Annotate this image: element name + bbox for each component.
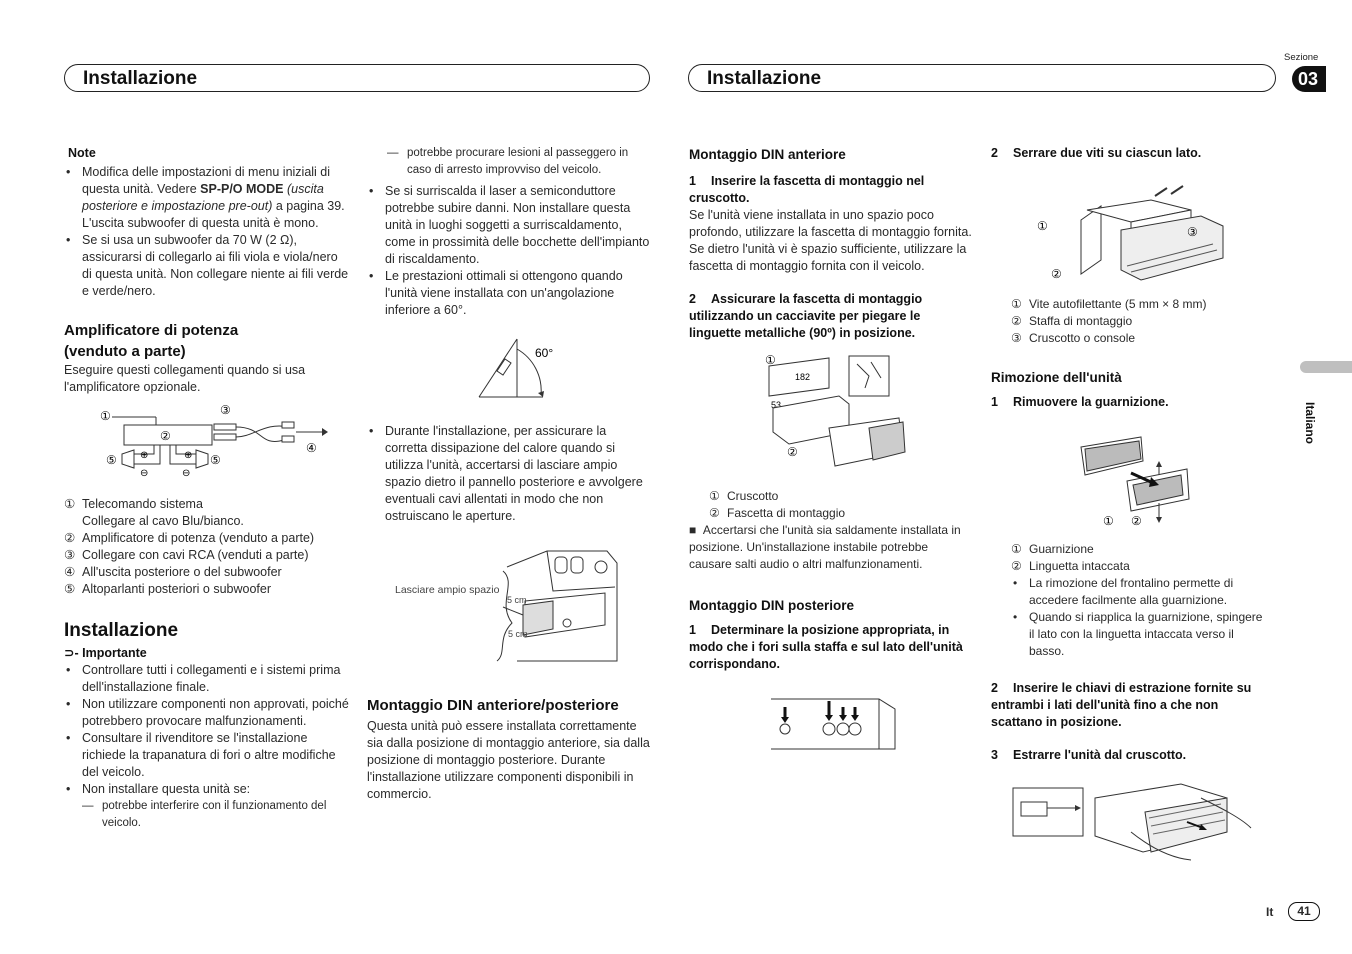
section-label: Sezione [1284, 52, 1319, 63]
front-step-2: 2 Assicurare la fascetta di montaggio utilizzando un cacciavite per piegare le linguette metalliche (90º) in posizione. [689, 292, 923, 340]
important-item-1: • Controllare tutti i collegamenti e i sistemi prima dell'installazione finale. [64, 662, 350, 696]
install-heading: Installazione [64, 620, 179, 641]
language-tab [1300, 361, 1352, 373]
note-item-2: • Se si usa un subwoofer da 70 W (2 Ω), assicurarsi di collegarlo ai fili viola e viola/nero di questa unità. Non collegare niente ai fili verde e verde/nero. [64, 232, 350, 300]
remove-step-1: 1 Rimuovere la guarnizione. [991, 395, 1169, 409]
amp-heading: Amplificatore di potenza (venduto a parte) [64, 322, 239, 360]
dim-182: 182 [795, 372, 811, 382]
front-step-1: 1 Inserire la fascetta di montaggio nel cruscotto. [689, 174, 925, 205]
amp-legend-4: ④ All'uscita posteriore o del subwoofer [64, 565, 282, 579]
amp-text: Eseguire questi collegamenti quando si usa l'amplificatore opzionale. [64, 363, 306, 394]
screw-legend-3: ③ Cruscotto o console [1011, 331, 1136, 345]
extraction-diagram [991, 778, 1271, 868]
left-page-title: Installazione [83, 68, 198, 89]
column-3 [689, 145, 973, 757]
square-bullet-icon: ■ [689, 523, 703, 537]
screw-diagram [991, 170, 1271, 290]
remove-step-2: 2 Inserire le chiavi di estrazione fornite su entrambi i lati dell'unità fino a che non scattano in posizione. [991, 681, 1252, 729]
amp-legend-5: ⑤ Altoparlanti posteriori o subwoofer [64, 582, 271, 596]
front-legend-2: ② Fascetta di montaggio [709, 506, 846, 520]
amp-label-3: ③ [220, 403, 231, 417]
svg-text:⊕: ⊕ [184, 450, 193, 461]
sp-po-mode-ref: SP-P/O MODE [200, 182, 284, 196]
column-4 [991, 145, 1271, 868]
screw-legend-1: ① Vite autofilettante (5 mm × 8 mm) [1011, 297, 1207, 311]
rear-din-diagram [689, 687, 973, 757]
front-heading: Montaggio DIN anteriore [689, 147, 846, 162]
page-number-badge [1288, 902, 1320, 921]
remove-heading: Rimozione dell'unità [991, 370, 1122, 385]
important-row: ⊃- Importante [64, 646, 147, 660]
col2-item-2: • Le prestazioni ottimali si ottengono quando l'unità viene installata con un'angolazione inferiore a 60°. [367, 268, 651, 319]
trim-item-2: • Quando si riapplica la guarnizione, spingere il lato con la linguetta intaccata verso il basso. [1011, 609, 1271, 660]
right-page-title: Installazione [707, 68, 822, 89]
amp-label-4: ④ [306, 441, 317, 455]
amp-legend-3: ③ Collegare con cavi RCA (venduti a parte) [64, 548, 309, 562]
remove-step-3: 3 Estrarre l'unità dal cruscotto. [991, 748, 1187, 762]
trim-ring-diagram [991, 419, 1271, 531]
important-icon: ⊃- [64, 646, 79, 660]
rear-step-2: 2 Serrare due viti su ciascun lato. [991, 146, 1202, 160]
left-header-bar [64, 64, 650, 92]
note-item-1: • Modifica delle impostazioni di menu iniziali di questa unità. Vedere SP-P/O MODE (uscita posteriore e impostazione pre-out) a pagina 39. L'uscita subwoofer di questa unità è mono. [64, 164, 350, 232]
svg-text:⊖: ⊖ [140, 468, 149, 479]
important-item-4: • Non installare questa unità se: [64, 781, 350, 798]
rear-heading: Montaggio DIN posteriore [689, 598, 854, 613]
amp-legend-1: ① Telecomando sistema Collegare al cavo Blu/bianco. [64, 497, 244, 528]
trim-label-2: ② [1131, 514, 1142, 528]
amp-label-5a: ⑤ [106, 453, 117, 467]
front-din-diagram [689, 348, 973, 484]
right-header-bar [688, 64, 1276, 92]
dashboard-space-diagram [367, 543, 651, 673]
amp-label-2: ② [160, 429, 171, 443]
screw-label-2: ② [1051, 267, 1062, 281]
trim-legend-1: ① Guarnizione [1011, 542, 1094, 556]
trim-legend-2: ② Linguetta intaccata [1011, 559, 1130, 573]
cm-label-2: 5 cm [508, 629, 528, 639]
square-note: ■ Accertarsi che l'unità sia saldamente installata in posizione. Un'installazione instabile potrebbe causare salti audio o altri malfunzionamenti. [689, 523, 961, 571]
amp-legend-2: ② Amplificatore di potenza (venduto a parte) [64, 531, 315, 545]
amp-label-1: ① [100, 409, 111, 423]
section-number: 03 [1298, 69, 1319, 89]
column-2 [367, 145, 651, 803]
front-step-1-text: Se l'unità viene installata in uno spazio poco profondo, utilizzare la fascetta di montaggio fornita. Se dietro l'unità vi è spazio sufficiente, utilizzare la fascetta di montaggio fornita con il veicolo. [689, 208, 972, 273]
col2-item-1: • Se si surriscalda il laser a semiconduttore potrebbe subire danni. Non installare questa unità in luoghi soggetti a surriscaldamento, come in prossimità delle bocchette dell'impianto di riscaldamento. [367, 183, 651, 268]
screw-legend-2: ② Staffa di montaggio [1011, 314, 1133, 328]
amplifier-diagram [64, 402, 344, 492]
language-label: Italiano [1303, 402, 1317, 445]
dim-53: 53 [771, 400, 782, 410]
angle-diagram [367, 327, 651, 407]
screw-label-1: ① [1037, 219, 1048, 233]
amp-label-5b: ⑤ [210, 453, 221, 467]
din-heading: Montaggio DIN anteriore/posteriore [367, 697, 619, 714]
footer-lang-code: It [1266, 905, 1274, 919]
dash-item-1: — potrebbe interferire con il funzionamento del veicolo. [82, 798, 350, 832]
angle-label: 60° [535, 346, 554, 360]
rear-step-1: 1 Determinare la posizione appropriata, in modo che i fori sulla staffa e sul lato dell'unità corrispondano. [689, 623, 963, 671]
cm-label-1: 5 cm [507, 595, 527, 605]
dash-item-2: — potrebbe procurare lesioni al passeggero in caso di arresto improvviso del veicolo. [387, 145, 651, 179]
page-number: 41 [1297, 904, 1311, 918]
column-1 [64, 145, 350, 832]
svg-text:⊖: ⊖ [182, 468, 191, 479]
front-legend-1: ① Cruscotto [709, 489, 779, 503]
important-item-2: • Non utilizzare componenti non approvati, poiché potrebbero provocare malfunzionamenti. [64, 696, 350, 730]
trim-item-1: • La rimozione del frontalino permette di accedere facilmente alla guarnizione. [1011, 575, 1271, 609]
important-item-3: • Consultare il rivenditore se l'installazione richiede la trapanatura di fori o altre modifiche del veicolo. [64, 730, 350, 781]
col2-item-3: • Durante l'installazione, per assicurare la corretta dissipazione del calore quando si utilizza l'unità, accertarsi di lasciare ampio spazio dietro il pannello posteriore e avvolgere eventuali cavi allentati in modo che non ostruiscano le aperture. [367, 423, 651, 525]
svg-text:⊕: ⊕ [140, 450, 149, 461]
din-text: Questa unità può essere installata correttamente sia dalla posizione di montaggio anteriore, sia dalla posizione di montaggio posteriore. Durante l'installazione utilizzare componenti disponibili in commercio. [367, 719, 650, 801]
screw-label-3: ③ [1187, 225, 1198, 239]
space-label: Lasciare ampio spazio [395, 584, 500, 596]
note-title: Note [68, 146, 96, 160]
trim-label-1: ① [1103, 514, 1114, 528]
front-diag-label-2: ② [787, 445, 798, 459]
front-diag-label-1: ① [765, 353, 776, 367]
